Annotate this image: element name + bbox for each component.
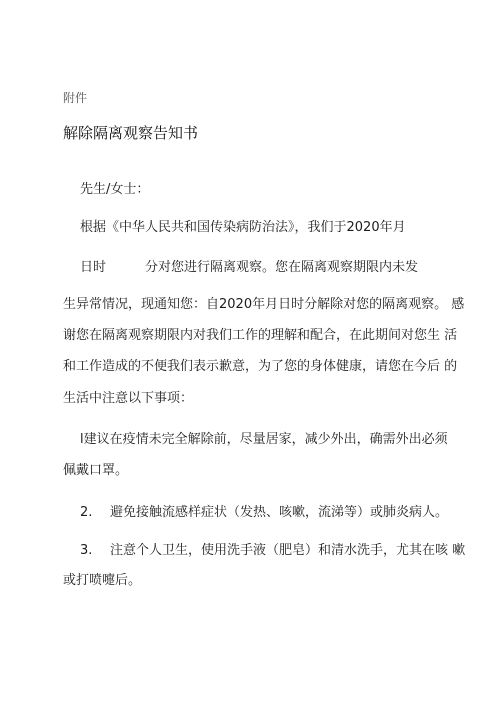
attachment-label: 附件 xyxy=(63,91,88,105)
list-item-3-line-2: 或打喷嚏后。 xyxy=(63,573,142,588)
document-title: 解除隔离观察告知书 xyxy=(63,124,199,142)
paragraph-line-1: 根据《中华人民共和国传染病防治法》，我们于2020年月 xyxy=(80,220,406,235)
paragraph-line-2-part-2: 分对您进行隔离观察。您在隔离观察期限内未发 xyxy=(145,260,419,275)
list-item-3-number: 3. xyxy=(80,543,93,558)
list-item-2-number: 2. xyxy=(80,505,93,520)
list-item-3-text: 注意个人卫生，使用洗手液（肥皂）和清水洗手，尤其在咳 嗽 xyxy=(110,543,466,558)
paragraph-line-6: 生活中注意以下事项： xyxy=(63,391,194,406)
paragraph-line-2-part-1: 日时 xyxy=(80,260,107,275)
list-item-1-line-2: 佩戴口罩。 xyxy=(63,463,129,478)
list-item-2-text: 避免接触流感样症状（发热、咳嗽，流涕等）或肺炎病人。 xyxy=(110,505,449,520)
paragraph-line-4: 谢您在隔离观察期限内对我们工作的理解和配合，在此期间对您生 活 xyxy=(63,328,458,343)
list-item-1-line-1: l建议在疫情未完全解除前，尽量居家，减少外出，确需外出必须 xyxy=(80,432,448,447)
paragraph-line-5: 和工作造成的不便我们表示歉意，为了您的身体健康，请您在今后 的 xyxy=(63,359,458,374)
paragraph-line-3: 生异常情况，现通知您：自2020年月日时分解除对您的隔离观察。 感 xyxy=(63,297,465,312)
greeting: 先生/女士： xyxy=(80,182,150,197)
